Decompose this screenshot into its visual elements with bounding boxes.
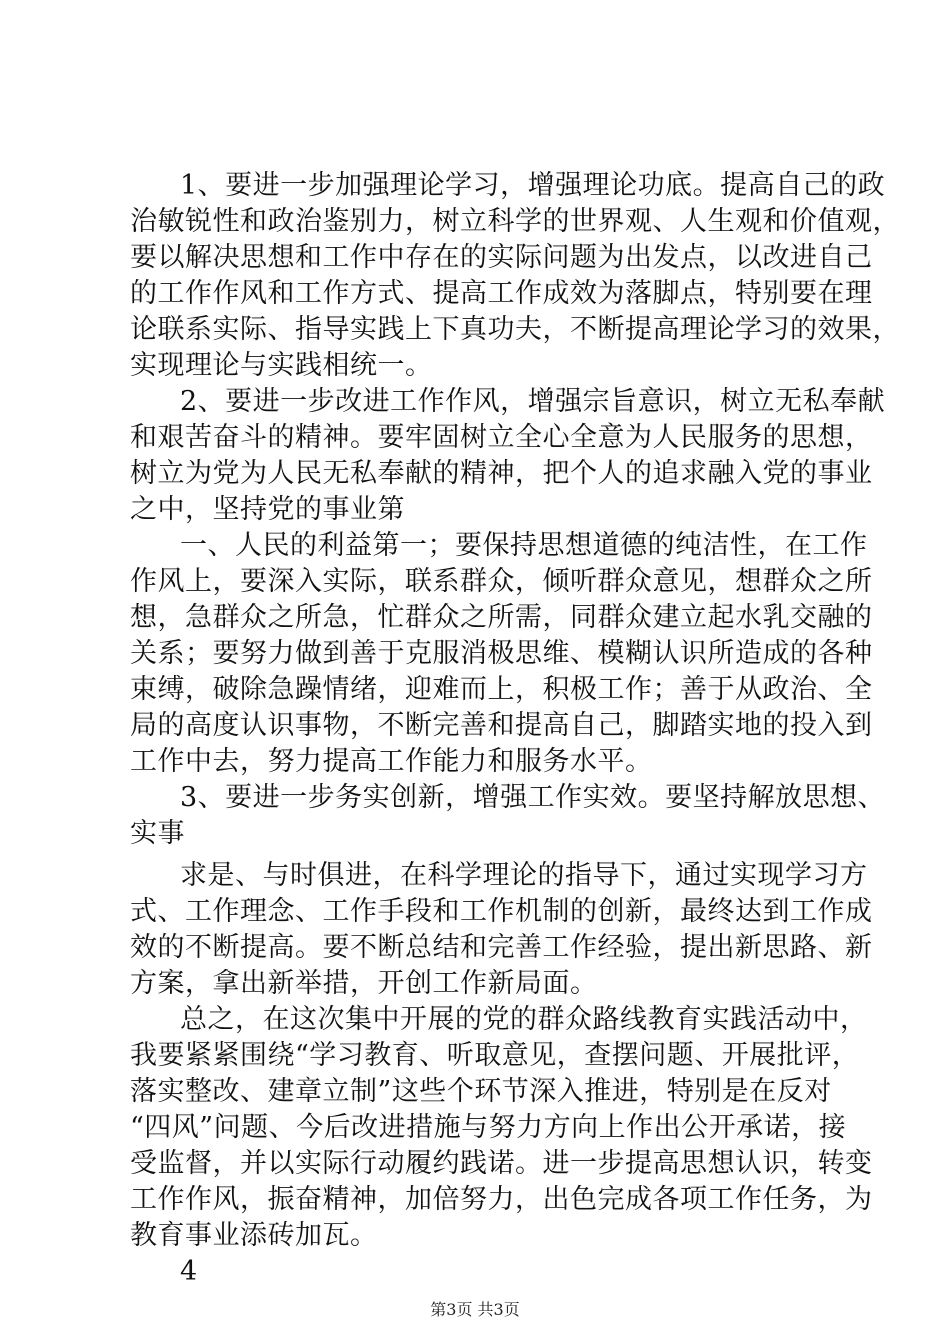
text-line: 3、要进一步务实创新，增强工作实效。要坚持解放思想、 xyxy=(180,782,886,813)
text-line: 工作作风，振奋精神，加倍努力，出色完成各项工作任务，为 xyxy=(130,1184,873,1215)
text-line: 工作中去，努力提高工作能力和服务水平。 xyxy=(130,746,653,777)
text-line: 关系；要努力做到善于克服消极思维、模糊认识所造成的各种 xyxy=(130,638,873,669)
text-line: 受监督，并以实际行动履约践诺。进一步提高思想认识，转变 xyxy=(130,1148,873,1179)
text-line: 1、要进一步加强理论学习，增强理论功底。提高自己的政 xyxy=(180,170,886,201)
text-line: 效的不断提高。要不断总结和完善工作经验，提出新思路、新 xyxy=(130,932,873,963)
text-line: 方案，拿出新举措，开创工作新局面。 xyxy=(130,968,598,999)
text-line: 求是、与时俱进，在科学理论的指导下，通过实现学习方 xyxy=(180,860,868,891)
text-line: 的工作作风和工作方式、提高工作成效为落脚点，特别要在理 xyxy=(130,278,873,309)
text-line: 实事 xyxy=(130,818,185,849)
text-line: 局的高度认识事物，不断完善和提高自己，脚踏实地的投入到 xyxy=(130,710,873,741)
text-line: 教育事业添砖加瓦。 xyxy=(130,1220,378,1251)
text-line: 想，急群众之所急，忙群众之所需，同群众建立起水乳交融的 xyxy=(130,602,873,633)
page-footer: 第3页 共3页 xyxy=(430,1300,520,1319)
text-line: 要以解决思想和工作中存在的实际问题为出发点，以改进自己 xyxy=(130,242,873,273)
text-line: 和艰苦奋斗的精神。要牢固树立全心全意为人民服务的思想， xyxy=(130,422,873,453)
text-line: 树立为党为人民无私奉献的精神，把个人的追求融入党的事业 xyxy=(130,458,873,489)
text-line: 束缚，破除急躁情绪，迎难而上，积极工作；善于从政治、全 xyxy=(130,674,873,705)
text-line: 落实整改、建章立制”这些个环节深入推进，特别是在反对 xyxy=(130,1076,832,1107)
text-line: 2、要进一步改进工作作风，增强宗旨意识，树立无私奉献 xyxy=(180,386,886,417)
text-line: 一、人民的利益第一；要保持思想道德的纯洁性，在工作 xyxy=(180,530,868,561)
text-line: 式、工作理念、工作手段和工作机制的创新，最终达到工作成 xyxy=(130,896,873,927)
page-number-text: 4 xyxy=(180,1256,198,1287)
text-line: 论联系实际、指导实践上下真功夫，不断提高理论学习的效果， xyxy=(130,314,900,345)
text-line: 实现理论与实践相统一。 xyxy=(130,350,433,381)
text-line: “四风”问题、今后改进措施与努力方向上作出公开承诺，接 xyxy=(130,1112,847,1143)
text-line: 我要紧紧围绕“学习教育、听取意见，查摆问题、开展批评， xyxy=(130,1040,860,1071)
text-line: 总之，在这次集中开展的党的群众路线教育实践活动中， xyxy=(180,1004,868,1035)
text-line: 治敏锐性和政治鉴别力，树立科学的世界观、人生观和价值观， xyxy=(130,206,900,237)
text-line: 之中，坚持党的事业第 xyxy=(130,494,405,525)
text-line: 作风上，要深入实际，联系群众，倾听群众意见，想群众之所 xyxy=(130,566,873,597)
